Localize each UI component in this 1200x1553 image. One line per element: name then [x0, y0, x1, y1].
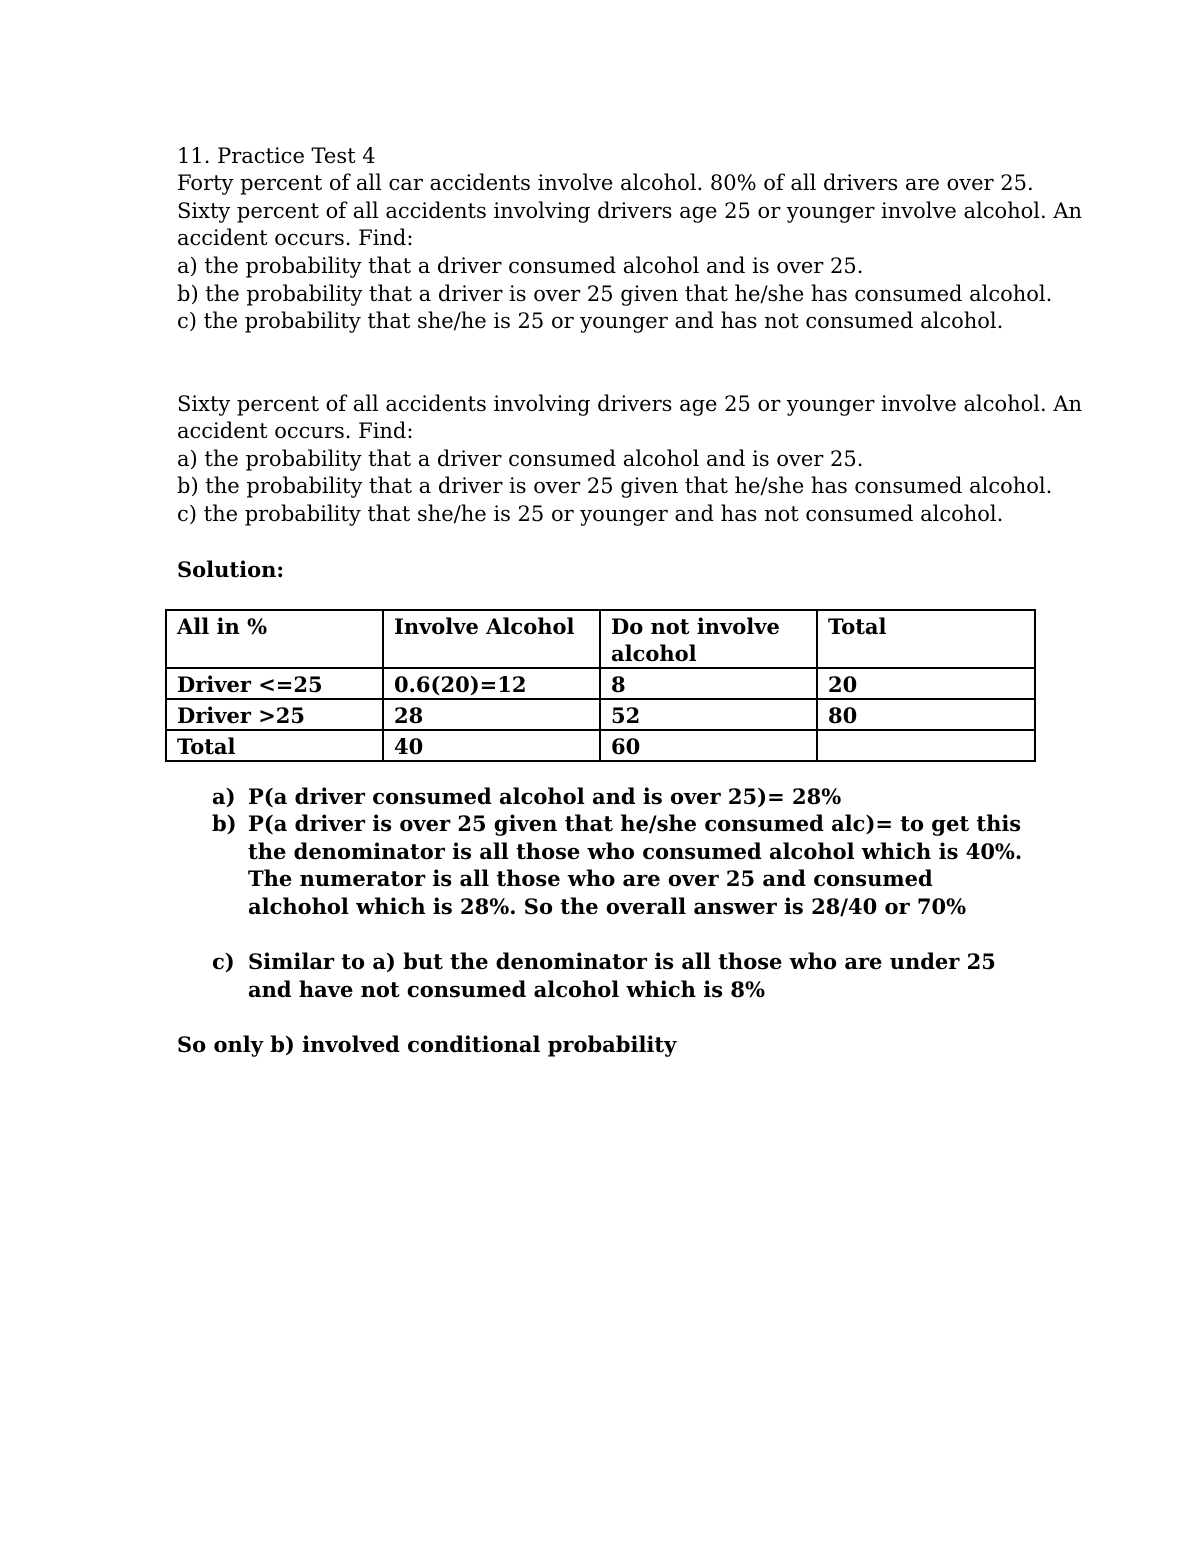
answer-b: [212, 810, 1032, 920]
problem-question-c: c) the probability that she/he is 25 or younger and has not consumed alcohol.: [177, 309, 1004, 333]
answer-text: P(a driver consumed alcohol and is over 25)= 28%: [248, 784, 842, 809]
solution-heading: Solution:: [177, 557, 285, 582]
problem-question-b: b) the probability that a driver is over 25 given that he/she has consumed alcohol.: [177, 282, 1053, 306]
problem-title: 11. Practice Test 4: [177, 144, 376, 168]
answer-marker: c): [212, 949, 235, 974]
answer-c: [212, 948, 1032, 1003]
answer-marker: a): [212, 784, 236, 809]
table-header-cell: Total: [817, 610, 1035, 668]
repeat-question-a: a) the probability that a driver consumed alcohol and is over 25.: [177, 447, 864, 471]
table-cell: Driver >25: [166, 699, 383, 730]
problem-line: Sixty percent of all accidents involving drivers age 25 or younger involve alcohol. An: [177, 199, 1083, 223]
conclusion: So only b) involved conditional probability: [177, 1032, 677, 1057]
table-cell: [817, 730, 1035, 761]
table-cell: 0.6(20)=12: [383, 668, 600, 699]
contingency-table: [165, 609, 1036, 762]
table-cell: 80: [817, 699, 1035, 730]
table-cell: 28: [383, 699, 600, 730]
problem-line: Forty percent of all car accidents involve alcohol. 80% of all drivers are over 25.: [177, 171, 1034, 195]
table-cell: 20: [817, 668, 1035, 699]
answer-marker: b): [212, 811, 237, 836]
repeat-line: Sixty percent of all accidents involving drivers age 25 or younger involve alcohol. An: [177, 392, 1083, 416]
answer-text: Similar to a) but the denominator is all those who are under 25 and have not consumed alcohol which is 8%: [248, 949, 996, 1002]
answer-a: [212, 783, 1032, 811]
table-cell: 40: [383, 730, 600, 761]
table-header-cell: All in %: [166, 610, 383, 668]
table-header-cell: Do not involve alcohol: [600, 610, 817, 668]
repeat-line: accident occurs. Find:: [177, 419, 414, 443]
table-header-row: [166, 610, 1035, 668]
table-cell: Total: [166, 730, 383, 761]
problem-line: accident occurs. Find:: [177, 226, 414, 250]
answer-text: P(a driver is over 25 given that he/she consumed alc)= to get this the denominator is all those who consumed alcohol which is 40%. The numerator is all those who are over 25 and consumed alchohol which is 28%. So the overall answer is 28/40 or 70%: [248, 811, 1023, 919]
table-header-cell: Involve Alcohol: [383, 610, 600, 668]
table-row: [166, 730, 1035, 761]
table-row: [166, 699, 1035, 730]
repeat-question-b: b) the probability that a driver is over 25 given that he/she has consumed alcohol.: [177, 474, 1053, 498]
table-cell: 60: [600, 730, 817, 761]
problem-question-a: a) the probability that a driver consumed alcohol and is over 25.: [177, 254, 864, 278]
repeat-question-c: c) the probability that she/he is 25 or younger and has not consumed alcohol.: [177, 502, 1004, 526]
table-cell: Driver <=25: [166, 668, 383, 699]
table-row: [166, 668, 1035, 699]
table-cell: 8: [600, 668, 817, 699]
table-cell: 52: [600, 699, 817, 730]
